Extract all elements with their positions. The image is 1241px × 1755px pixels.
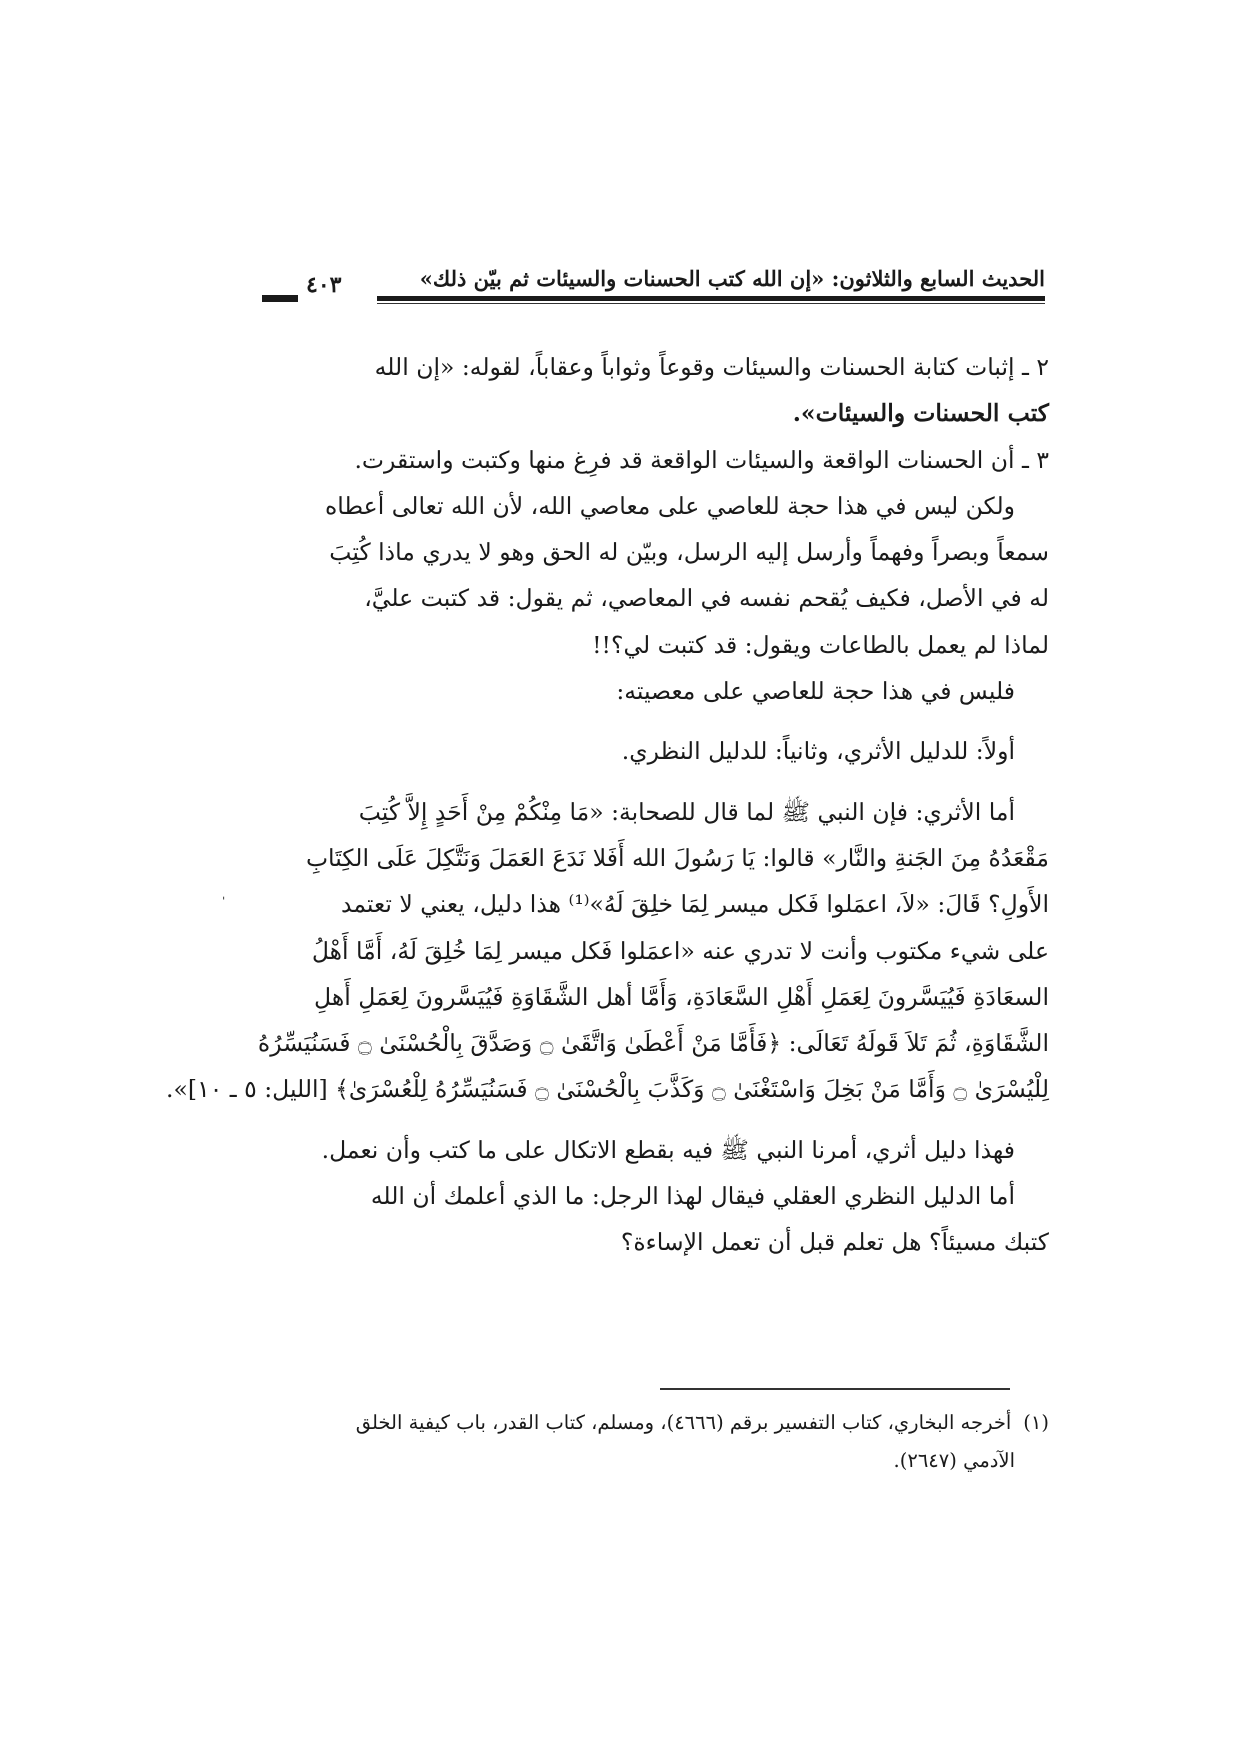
body-line: أما الأثري: فإن النبي ﷺ لما قال للصحابة: «مَا مِنْكُمْ مِنْ أَحَدٍ إِلاَّ كُتِبَ <box>358 797 1015 826</box>
header-dash <box>262 295 298 302</box>
body-line: أما الدليل النظري العقلي فيقال لهذا الرجل: ما الذي أعلمك أن الله <box>370 1182 1015 1211</box>
body-line: سمعاً وبصراً وفهماً وأرسل إليه الرسل، وبيّن له الحق وهو لا يدري ماذا كُتِبَ <box>329 538 1049 567</box>
body-line: كتب الحسنات والسيئات». <box>792 399 1049 428</box>
page-number: ٤٠٣ <box>306 272 342 298</box>
header-title: الحديث السابع والثلاثون: «إن الله كتب الحسنات والسيئات ثم بيّن ذلك» <box>419 266 1045 291</box>
body-line: لِلْيُسْرَىٰ ۝ وَأَمَّا مَنْ بَخِلَ وَاسْتَغْنَىٰ ۝ وَكَذَّبَ بِالْحُسْنَىٰ ۝ فَسَنُيَسِّرُهُ لِلْعُسْرَىٰ﴾ [الليل: ٥ ـ ١٠]». <box>166 1075 1049 1104</box>
body-line: أولاً: للدليل الأثري، وثانياً: للدليل النظري. <box>621 737 1015 766</box>
header-rule <box>377 296 1045 301</box>
body-line: فليس في هذا حجة للعاصي على معصيته: <box>616 677 1015 706</box>
body-line: فهذا دليل أثري، أمرنا النبي ﷺ فيه بقطع الاتكال على ما كتب وأن نعمل. <box>321 1135 1015 1164</box>
footnote-rule <box>660 1388 1010 1390</box>
body-line: الشَّقَاوَةِ، ثُمَ تَلاَ قَولَهُ تَعَالَى: ﴿فَأَمَّا مَنْ أَعْطَىٰ وَاتَّقَىٰ ۝ وَصَدَّقَ بِالْحُسْنَىٰ ۝ فَسَنُيَسِّرُهُ <box>257 1029 1049 1058</box>
body-line: ٣ ـ أن الحسنات الواقعة والسيئات الواقعة قد فرِغ منها وكتبت واستقرت. <box>354 445 1049 474</box>
body-line: مَقْعَدُهُ مِنَ الجَنةِ والنَّار» قالوا: يَا رَسُولَ الله أَفَلا نَدَعَ العَمَلَ وَنَتَّكِلَ عَلَى الكِتَابِ <box>305 843 1049 872</box>
running-header <box>262 264 1045 312</box>
body-line: على شيء مكتوب وأنت لا تدري عنه «اعمَلوا فَكل ميسر لِمَا خُلِقَ لَهُ، أَمَّا أَهْلُ <box>311 936 1049 965</box>
header-rule-thin <box>377 303 1045 304</box>
footnote-text: أخرجه البخاري، كتاب التفسير برقم (٤٦٦٦)، ومسلم، كتاب القدر، باب كيفية الخلق <box>355 1411 1012 1434</box>
footnote-line <box>246 1404 1049 1442</box>
body-line: لماذا لم يعمل بالطاعات ويقول: قد كتبت لي؟!! <box>592 630 1049 659</box>
footnote <box>246 1404 1049 1480</box>
body-line: الأَولِ؟ قَالَ: «لاَ، اعمَلوا فَكل ميسر لِمَا خلِقَ لَهُ»⁽¹⁾ هذا دليل، يعني لا تعتمد <box>340 890 1049 919</box>
stray-mark: ˌ <box>222 887 226 901</box>
body-line: ٢ ـ إثبات كتابة الحسنات والسيئات وقوعاً وثواباً وعقاباً، لقوله: «إن الله <box>374 353 1049 381</box>
body-line: كتبك مسيئاً؟ هل تعلم قبل أن تعمل الإساءة؟ <box>620 1228 1049 1257</box>
footnote-line: الآدمي (٢٦٤٧). <box>893 1449 1015 1472</box>
body-line: له في الأصل، فكيف يُقحم نفسه في المعاصي، ثم يقول: قد كتبت عليَّ، <box>364 584 1049 613</box>
body-text <box>166 344 1049 1266</box>
body-line: السعَادَةِ فَيُيَسَّرونَ لِعَمَلِ أَهْلِ السَّعَادَةِ، وَأَمَّا أهل الشَّقَاوَةِ فَيُيَسَّرونَ لِعَمَلِ أَهلِ <box>314 982 1049 1011</box>
footnote-number: (١) <box>1023 1411 1049 1434</box>
body-line: ولكن ليس في هذا حجة للعاصي على معاصي الله، لأن الله تعالى أعطاه <box>324 491 1015 520</box>
